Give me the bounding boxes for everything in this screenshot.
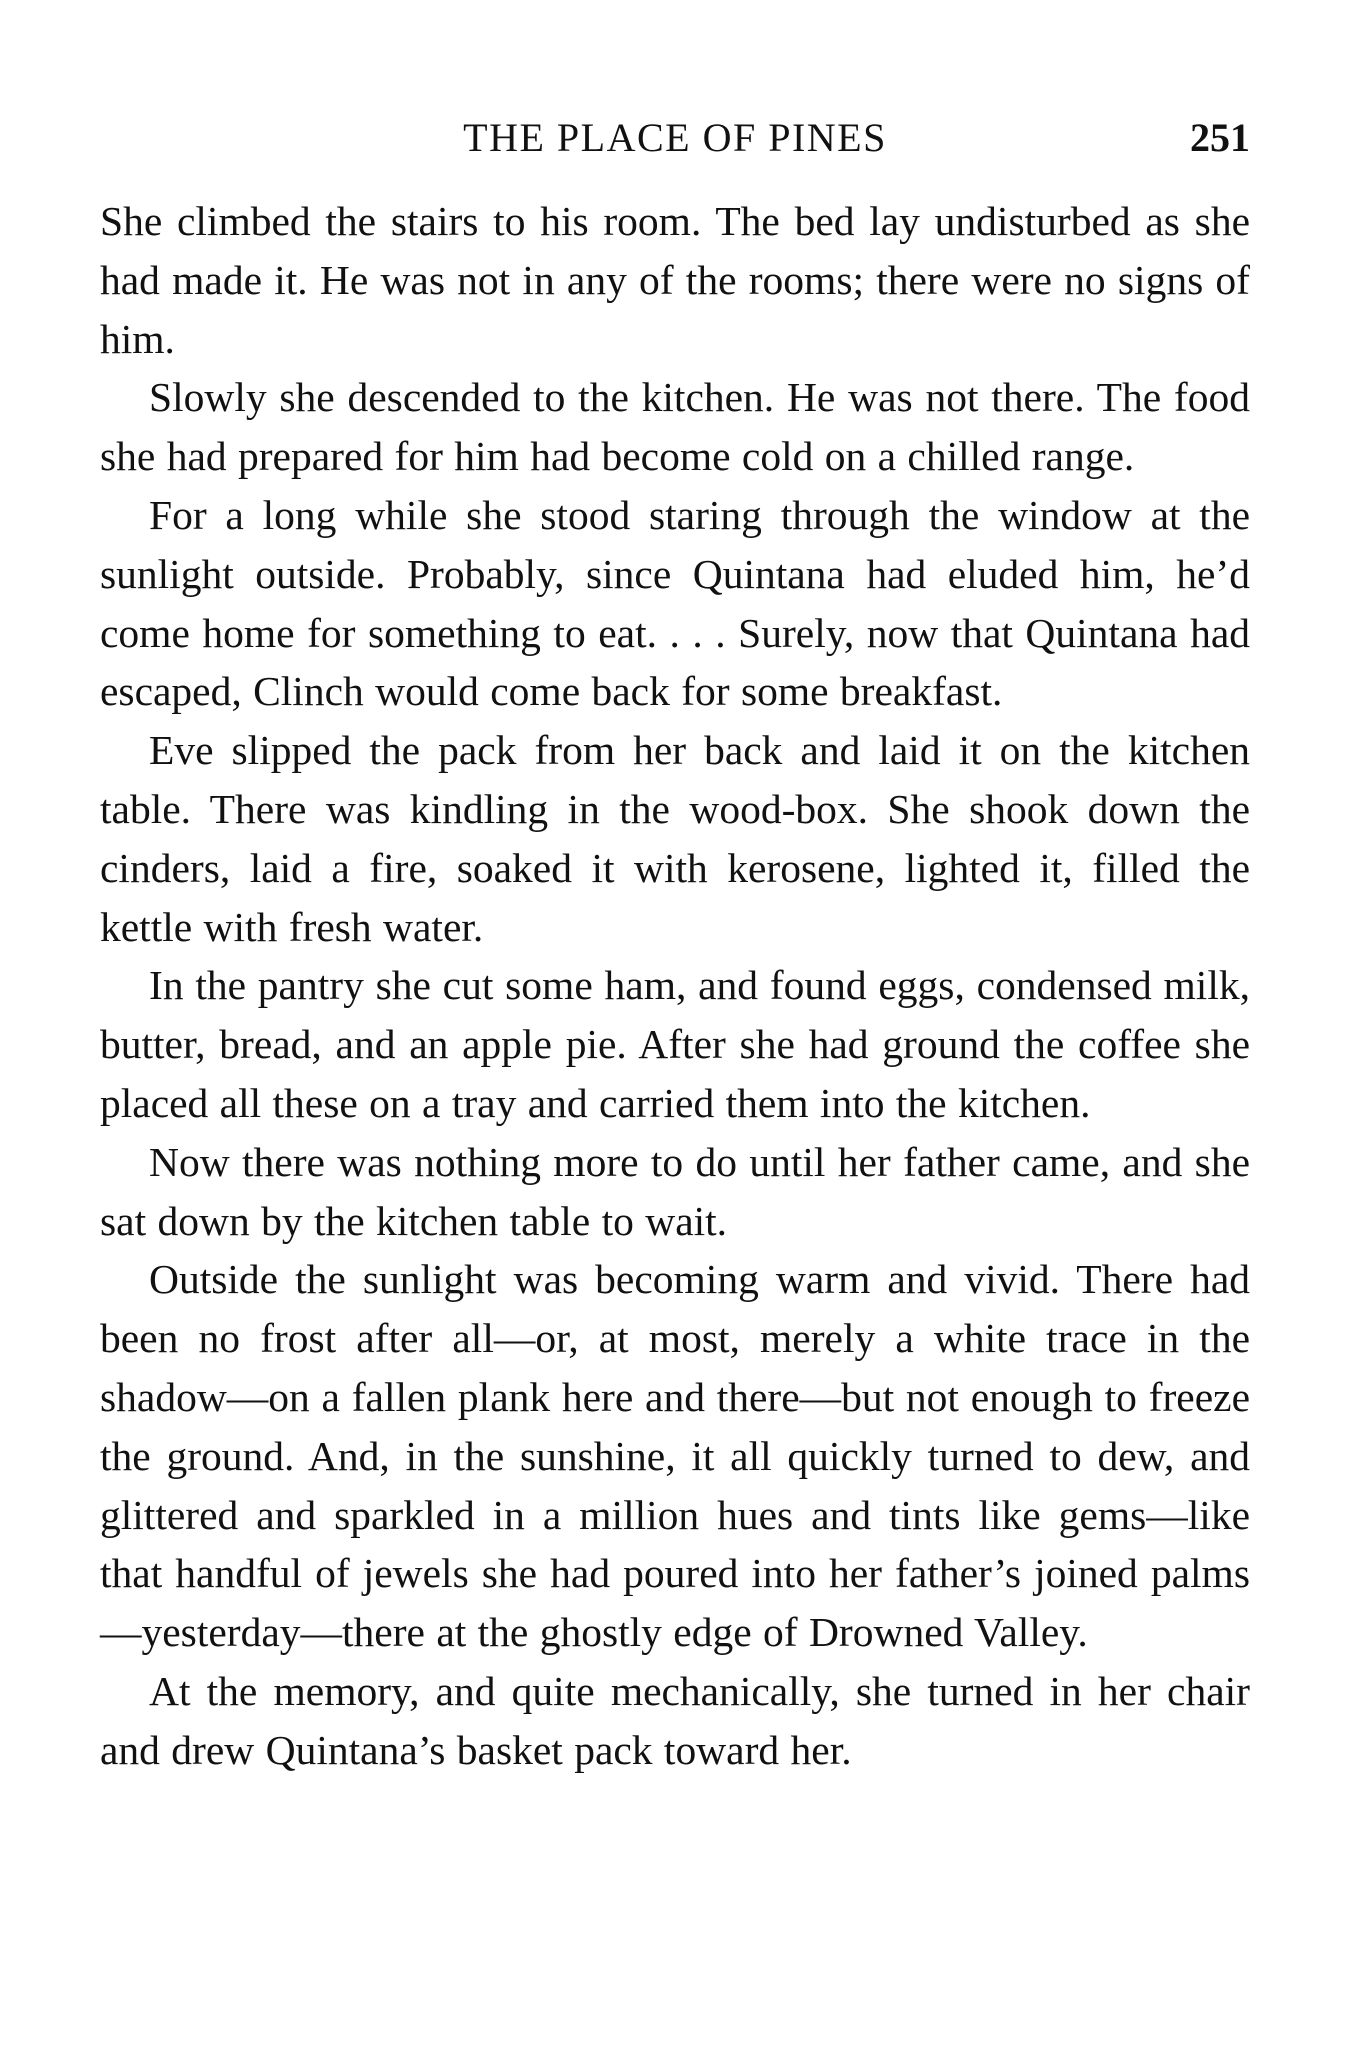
- paragraph: Now there was nothing more to do until her father came, and she sat down by the kitchen table to wait.: [100, 1138, 1250, 1244]
- paragraph: She climbed the stairs to his room. The bed lay undisturbed as she had made it. He was not in any of the rooms; there were no signs of him.: [100, 198, 1250, 362]
- paragraph: In the pantry she cut some ham, and found eggs, condensed milk, butter, bread, and an apple pie. After she had ground the coffee she placed all these on a tray and carried them into the kitchen.: [100, 962, 1250, 1126]
- paragraph: For a long while she stood staring through the window at the sunlight outside. Probably, since Quintana had eluded him, he’d come home for something to eat. . . . Surely, now that Quintana had escaped, Clinch would come back for some breakfast.: [100, 491, 1250, 715]
- page-number: 251: [1190, 115, 1250, 160]
- paragraph: Slowly she descended to the kitchen. He was not there. The food she had prepared for him had become cold on a chilled range.: [100, 374, 1250, 480]
- paragraph: At the memory, and quite mechanically, she turned in her chair and drew Quintana’s basket pack toward her.: [100, 1667, 1250, 1773]
- body-text: [100, 192, 1250, 1780]
- paragraph: Outside the sunlight was becoming warm and vivid. There had been no frost after all—or, at most, merely a white trace in the shadow—on a fallen plank here and there—but not enough to freeze the ground. And, in the sunshine, it all quickly turned to dew, and glittered and sparkled in a million hues and tints like gems—like that handful of jewels she had poured into her father’s joined palms—yesterday—there at the ghostly edge of Drowned Valley.: [100, 1256, 1250, 1656]
- running-head: [100, 108, 1250, 168]
- running-title: THE PLACE OF PINES: [463, 115, 887, 160]
- paragraph: Eve slipped the pack from her back and laid it on the kitchen table. There was kindling in the wood-box. She shook down the cinders, laid a fire, soaked it with kerosene, lighted it, filled the kettle with fresh water.: [100, 727, 1250, 950]
